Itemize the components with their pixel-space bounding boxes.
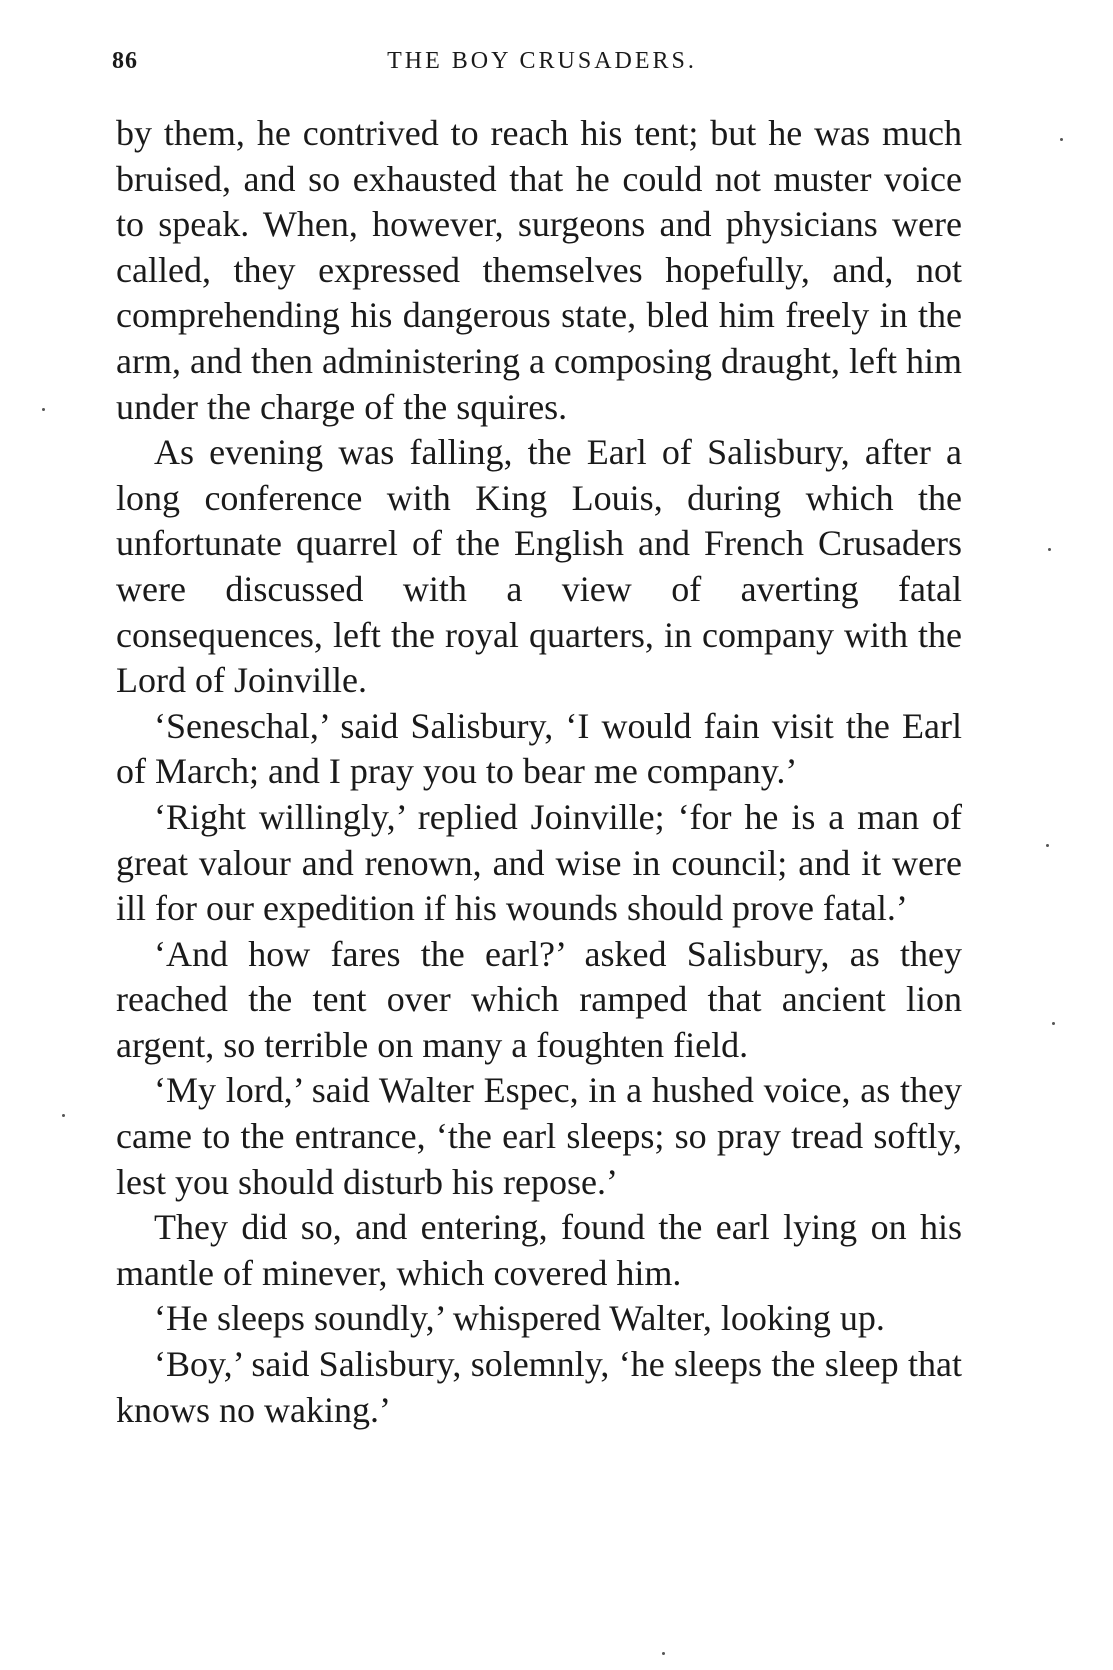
paragraph: ‘Seneschal,’ said Salisbury, ‘I would fain visit the Earl of March; and I pray you to bear me company.’ [116, 705, 962, 792]
running-title: THE BOY CRUSADERS. [387, 48, 697, 74]
paragraph: They did so, and entering, found the earl lying on his mantle of minever, which covered him. [116, 1207, 962, 1293]
print-speck [62, 1114, 65, 1117]
print-speck [662, 1652, 665, 1655]
print-speck [42, 408, 45, 411]
body-text [116, 111, 962, 1433]
print-speck [1060, 138, 1063, 141]
page-number: 86 [112, 48, 138, 74]
running-head [112, 48, 972, 78]
paragraph: ‘Right willingly,’ replied Joinville; ‘for he is a man of great valour and renown, and wise in council; and it were ill for our expedition if his wounds should prove fatal.’ [116, 796, 962, 929]
print-speck [1052, 1022, 1055, 1025]
paragraph: ‘He sleeps soundly,’ whispered Walter, looking up. [154, 1298, 885, 1339]
paragraph: ‘And how fares the earl?’ asked Salisbury, as they reached the tent over which ramped that ancient lion argent, so terrible on many a foughten field. [116, 933, 962, 1065]
print-speck [1046, 844, 1049, 847]
paragraph: ‘My lord,’ said Walter Espec, in a hushed voice, as they came to the entrance, ‘the earl sleeps; so pray tread softly, lest you should disturb his repose.’ [116, 1070, 962, 1202]
paragraph-continuation: by them, he contrived to reach his tent; but he was much bruised, and so exhausted that he could not muster voice to speak. When, however, surgeons and physicians were called, they expressed themselves hopefully, and, not comprehending his dangerous state, bled him freely in the arm, and then administering a composing draught, left him under the charge of the squires. [116, 113, 962, 427]
print-speck [1048, 548, 1051, 551]
paragraph: As evening was falling, the Earl of Salisbury, after a long conference with King Louis, during which the unfortunate quarrel of the English and French Crusaders were discussed with a view of averting fatal consequences, left the royal quarters, in company with the Lord of Joinville. [116, 432, 962, 701]
paragraph: ‘Boy,’ said Salisbury, solemnly, ‘he sleeps the sleep that knows no waking.’ [116, 1344, 962, 1430]
